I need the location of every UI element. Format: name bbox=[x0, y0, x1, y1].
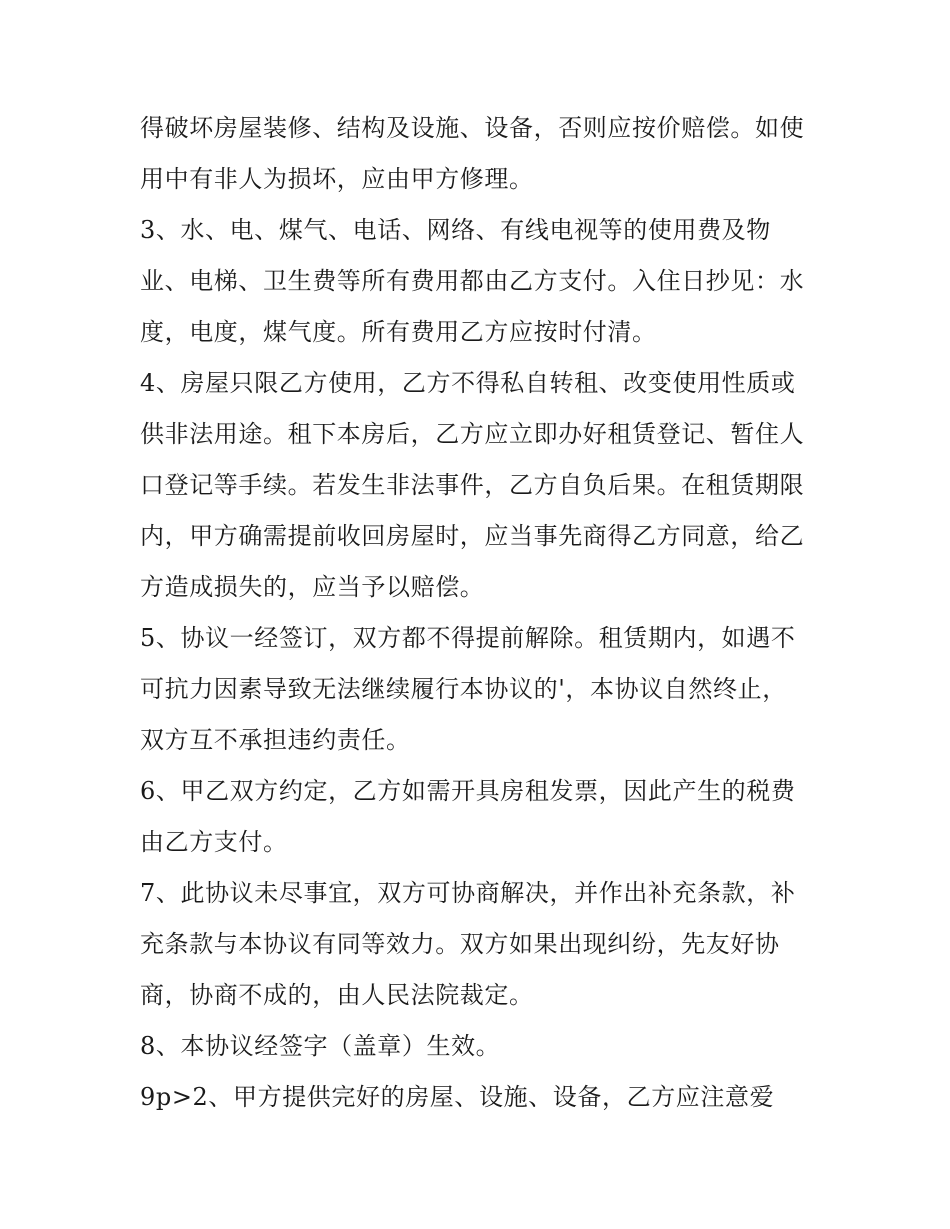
text-line: 3、水、电、煤气、电话、网络、有线电视等的使用费及物 bbox=[140, 216, 771, 244]
text-line: 9p>2、甲方提供完好的房屋、设施、设备，乙方应注意爱 bbox=[140, 1083, 775, 1111]
text-line: 4、房屋只限乙方使用，乙方不得私自转租、改变使用性质或 bbox=[140, 369, 796, 397]
text-line: 充条款与本协议有同等效力。双方如果出现纠纷，先友好协 bbox=[140, 930, 780, 958]
text-line: 7、此协议未尽事宜，双方可协商解决，并作出补充条款，补 bbox=[140, 879, 796, 907]
text-line: 方造成损失的，应当予以赔偿。 bbox=[140, 573, 485, 601]
document-body bbox=[140, 103, 820, 1123]
text-line: 8、本协议经签字（盖章）生效。 bbox=[140, 1032, 501, 1060]
text-line: 口登记等手续。若发生非法事件，乙方自负后果。在租赁期限 bbox=[140, 471, 805, 499]
text-line: 度，电度，煤气度。所有费用乙方应按时付清。 bbox=[140, 318, 657, 346]
text-line: 由乙方支付。 bbox=[140, 828, 288, 856]
text-line: 内，甲方确需提前收回房屋时，应当事先商得乙方同意，给乙 bbox=[140, 522, 805, 550]
text-line: 得破坏房屋装修、结构及设施、设备，否则应按价赔偿。如使 bbox=[140, 114, 805, 142]
text-line: 6、甲乙双方约定，乙方如需开具房租发票，因此产生的税费 bbox=[140, 777, 796, 805]
text-line: 供非法用途。租下本房后，乙方应立即办好租赁登记、暂住人 bbox=[140, 420, 805, 448]
text-line: 双方互不承担违约责任。 bbox=[140, 726, 411, 754]
text-line: 用中有非人为损坏，应由甲方修理。 bbox=[140, 165, 534, 193]
text-line: 商，协商不成的，由人民法院裁定。 bbox=[140, 981, 534, 1009]
text-line: 业、电梯、卫生费等所有费用都由乙方支付。入住日抄见：水 bbox=[140, 267, 805, 295]
text-line: 可抗力因素导致无法继续履行本协议的'，本协议自然终止， bbox=[140, 675, 787, 703]
text-line: 5、协议一经签订，双方都不得提前解除。租赁期内，如遇不 bbox=[140, 624, 796, 652]
